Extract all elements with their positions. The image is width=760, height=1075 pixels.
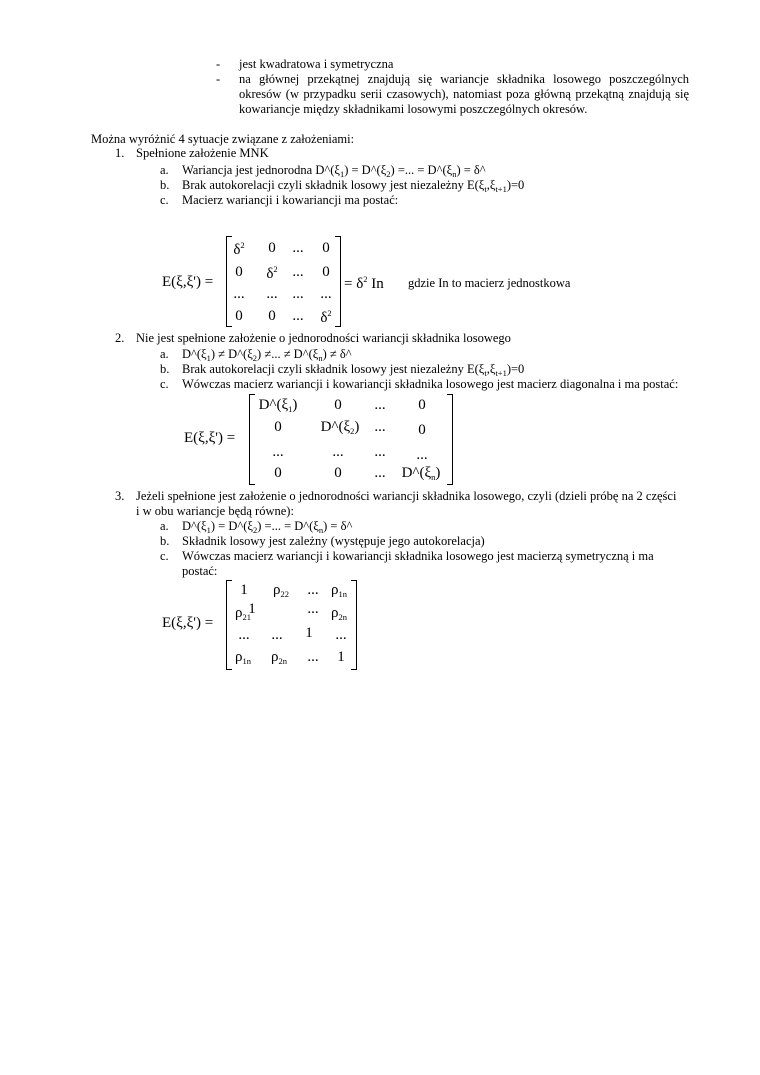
matrix-2-cell: 0 [418, 422, 426, 438]
matrix-2-cell: ... [374, 397, 386, 413]
item-label: a. [160, 347, 169, 361]
matrix-3-cell: $\rho_{2n}$ [331, 605, 347, 622]
matrix-3-cell: $\rho_{22}$ [273, 582, 289, 599]
matrix-1-cell: ... [292, 286, 304, 302]
matrix-1-cell: 0 [235, 308, 243, 324]
matrix-1-cell: 0 [268, 308, 276, 324]
bullet-dash: - [216, 72, 221, 86]
item-label: c. [160, 193, 169, 207]
matrix-2-cell: ... [272, 444, 284, 460]
matrix-3-cell: ... [307, 582, 319, 598]
section-2-number: 2. [115, 331, 125, 345]
intro-text: Można wyróżnić 4 sytuacje związane z założeniami: [91, 132, 355, 146]
matrix-2-cell: ... [332, 444, 344, 460]
matrix-3-cell: ... [238, 627, 250, 643]
matrix-1-cell: ... [233, 286, 245, 302]
matrix-1-cell: ... [292, 264, 304, 280]
section-1-title: Spełnione założenie MNK [136, 146, 269, 160]
section-2-item-b: Brak autokorelacji czyli składnik losowy jest niezależny $E(\xi_t,\xi_{t+1})=0$ [182, 362, 525, 378]
item-label: b. [160, 178, 170, 192]
matrix-1-lhs: E(ξ,ξ') = [162, 274, 214, 290]
item-label: a. [160, 519, 169, 533]
matrix-2-cell: 0 [274, 419, 282, 435]
matrix-3-cell: $\rho_{1n}$ [331, 582, 347, 599]
section-3-item-a: $D\^{}(\xi_1)$ = $D\^{}(\xi_2)$ =... = $D\^{}(\xi_n)$ = δ^ [182, 519, 353, 535]
matrix-2-cell: ... [374, 419, 386, 435]
section-3-item-b: Składnik losowy jest zależny (występuje jego autokorelacja) [182, 534, 485, 548]
matrix-2-cell: 0 [334, 465, 342, 481]
matrix-2-lhs: E(ξ,ξ') = [184, 430, 236, 446]
matrix-1-cell: 0 [235, 264, 243, 280]
section-2-item-a: $D\^{}(\xi_1)$ ≠ $D\^{}(\xi_2)$ ≠... ≠ $D\^{}(\xi_n)$ ≠ δ^ [182, 347, 352, 363]
matrix-3-cell: $\rho_{21}$ [235, 605, 251, 622]
bullet-dash: - [216, 57, 221, 71]
matrix-3-cell: 1 [305, 625, 313, 641]
section-3-item-c-line1: Wówczas macierz wariancji i kowariancji składnika losowego jest macierzą symetryczną i ma [182, 549, 654, 563]
matrix-1-cell: $\delta^2$ [233, 240, 245, 258]
matrix-1-cell: ... [292, 308, 304, 324]
item-label: a. [160, 163, 169, 177]
matrix-1-cell: 0 [322, 240, 330, 256]
bullet-text-1: jest kwadratowa i symetryczna [239, 57, 394, 71]
section-1-item-b: Brak autokorelacji czyli składnik losowy jest niezależny $E(\xi_t,\xi_{t+1})=0$ [182, 178, 525, 194]
item-label: c. [160, 549, 169, 563]
matrix-1-cell: ... [266, 286, 278, 302]
section-3-title-line2: i w obu wariancje będą równe): [136, 504, 294, 518]
section-3-title-line1: Jeżeli spełnione jest założenie o jednorodności wariancji składnika losowego, czyli (dzieli próbę na 2 części [136, 489, 677, 503]
section-2-title: Nie jest spełnione założenie o jednorodności wariancji składnika losowego [136, 331, 511, 345]
matrix-2-cell: $D\^{}(\xi_2)$ [320, 419, 360, 436]
matrix-1-cell: ... [320, 286, 332, 302]
section-1-item-a: Wariancja jest jednorodna $D\^{}(\xi_1)$ = $D\^{}(\xi_2)$ =... = $D\^{}(\xi_n)$ = δ^ [182, 163, 486, 179]
matrix-2-cell: ... [416, 447, 428, 463]
matrix-1-cell: $\delta^2$ [320, 308, 332, 326]
matrix-2-cell: 0 [418, 397, 426, 413]
item-label: b. [160, 362, 170, 376]
matrix-3-cell: 1 [337, 649, 345, 665]
section-3-item-c-line2: postać: [182, 564, 218, 578]
matrix-3-cell: ... [335, 627, 347, 643]
matrix-2-cell: ... [374, 465, 386, 481]
matrix-2-cell: $D\^{}(\xi_1)$ [258, 397, 298, 414]
section-2-item-c: Wówczas macierz wariancji i kowariancji składnika losowego jest macierz diagonalna i ma postać: [182, 377, 679, 391]
matrix-3-lhs: E(ξ,ξ') = [162, 615, 214, 631]
matrix-2-cell: $D\^{}(\xi_n)$ [401, 465, 441, 482]
matrix-2-cell: 0 [334, 397, 342, 413]
matrix-1-note: gdzie In to macierz jednostkowa [408, 276, 571, 290]
matrix-1-rhs: = $\delta^2$ In [344, 274, 384, 292]
matrix-1-cell: $\delta^2$ [266, 264, 278, 282]
matrix-1-cell: ... [292, 240, 304, 256]
item-label: b. [160, 534, 170, 548]
section-1-item-c: Macierz wariancji i kowariancji ma postać: [182, 193, 399, 207]
matrix-3-cell: 1 [248, 601, 256, 617]
section-1-number: 1. [115, 146, 125, 160]
matrix-3-cell: $\rho_{1n}$ [235, 649, 251, 666]
item-label: c. [160, 377, 169, 391]
matrix-3-cell: 1 [240, 582, 248, 598]
matrix-2-cell: ... [374, 444, 386, 460]
matrix-2-cell: 0 [274, 465, 282, 481]
section-3-number: 3. [115, 489, 125, 503]
matrix-1-cell: 0 [322, 264, 330, 280]
bullet-text-2: na głównej przekątnej znajdują się wariancje składnika losowego poszczególnych okresów (w przypadku serii czasowych), natomiast poza główną przekątną znajdują się kowariancje między składnikami losowymi poszczególnych okresów. [239, 72, 689, 116]
matrix-3-cell: ... [271, 627, 283, 643]
matrix-3-cell: $\rho_{2n}$ [271, 649, 287, 666]
matrix-3-cell: ... [307, 601, 319, 617]
matrix-3-cell: ... [307, 649, 319, 665]
matrix-1-cell: 0 [268, 240, 276, 256]
